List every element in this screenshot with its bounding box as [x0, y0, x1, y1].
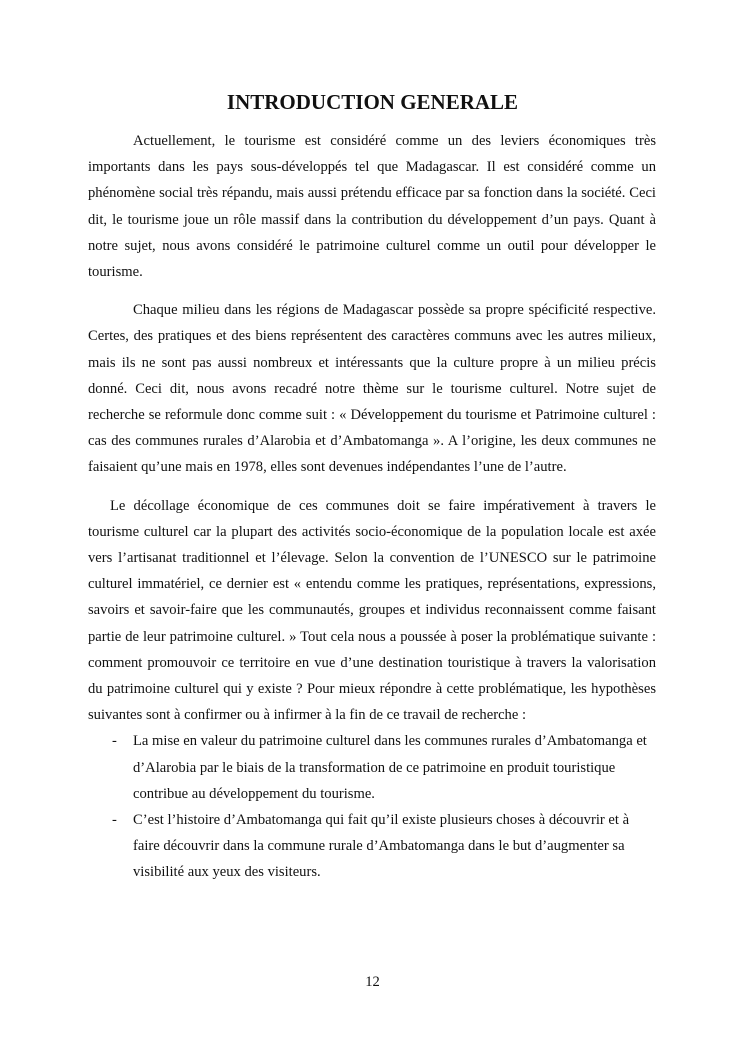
list-item — [88, 728, 656, 807]
paragraph-spacer — [88, 285, 656, 297]
bullet-dash: - — [112, 733, 117, 750]
paragraph-research-topic: Chaque milieu dans les régions de Madagascar possède sa propre spécificité respective. Certes, des pratiques et des biens représentent des caractères communs avec les autres milieux, mais ils ne sont pas aussi nombreux et intéressants que la culture propre à un milieu précis donné. Ceci dit, nous avons recadré notre thème sur le tourisme culturel. Notre sujet de recherche se reformule donc comme suit : « Développement du tourisme et Patrimoine culturel : cas des communes rurales d’Alarobia et d’Ambatomanga ». A l’origine, les deux communes ne faisaient qu’une mais en 1978, elles sont devenues indépendantes l’une de l’autre. — [88, 302, 656, 476]
body-text — [88, 128, 656, 886]
hypothesis-text: C’est l’histoire d’Ambatomanga qui fait qu’il existe plusieurs choses à découvrir et à faire découvrir dans la commune rurale d’Ambatomanga dans le but d’augmenter sa visibilité aux yeux des visiteurs. — [133, 812, 630, 881]
page-title: INTRODUCTION GENERALE — [226, 90, 519, 114]
paragraph-intro: Actuellement, le tourisme est considéré comme un des leviers économiques très importants dans les pays sous-développés tel que Madagascar. Il est considéré comme un phénomène social très répandu, mais aussi prétendu efficace par sa fonction dans la société. Ceci dit, le tourisme joue un rôle massif dans la contribution du développement d’un pays. Quant à notre sujet, nous avons considéré le patrimoine culturel comme un outil pour développer le tourisme. — [88, 133, 656, 281]
hypothesis-text: La mise en valeur du patrimoine culturel dans les communes rurales d’Ambatomanga et d’Alarobia par le biais de la transformation de ce patrimoine en produit touristique contribue au développement du tourisme. — [133, 733, 647, 802]
bullet-dash: - — [112, 812, 117, 829]
paragraph-spacer — [88, 481, 656, 493]
list-item — [88, 807, 656, 886]
page-number: 12 — [365, 974, 380, 990]
paragraph-problematic: Le décollage économique de ces communes doit se faire impérativement à travers le tourisme culturel car la plupart des activités socio-économique de la population locale est axée vers l’artisanat traditionnel et l’élevage. Selon la convention de l’UNESCO sur le patrimoine culturel immatériel, ce dernier est « entendu comme les pratiques, représentations, expressions, savoirs et savoir-faire que les communautés, groupes et individus reconnaissent comme faisant partie de leur patrimoine culturel. » Tout cela nous a poussée à poser la problématique suivante : comment promouvoir ce territoire en vue d’une destination touristique à travers la valorisation du patrimoine culturel qui y existe ? Pour mieux répondre à cette problématique, les hypothèses suivantes sont à confirmer ou à infirmer à la fin de ce travail de recherche : — [88, 497, 656, 724]
hypotheses-list — [88, 728, 656, 885]
